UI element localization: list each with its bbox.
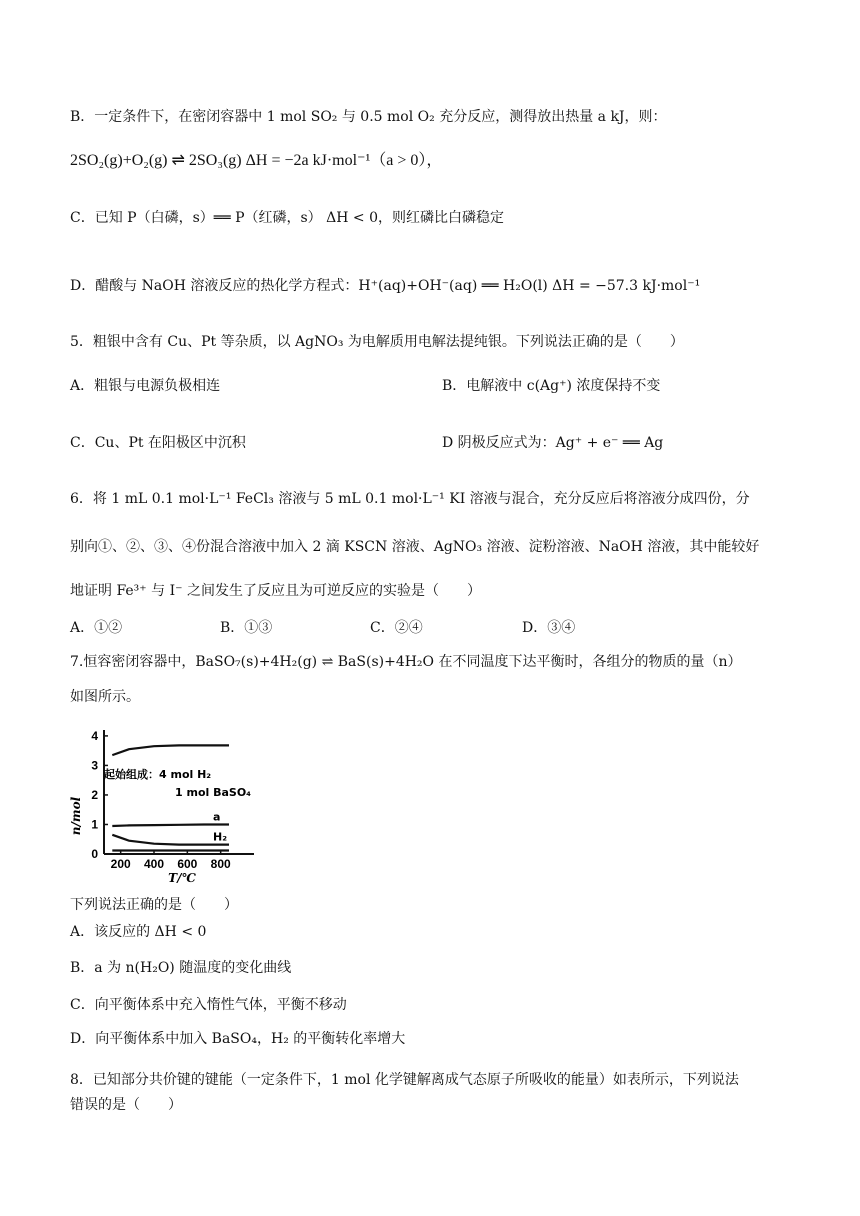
q8-stem-line2: 错误的是（ ） <box>70 1097 182 1113</box>
q5-option-b: B．电解液中 c(Ag⁺) 浓度保持不变 <box>442 378 661 394</box>
q8-stem-line1: 8．已知部分共价键的键能（一定条件下，1 mol 化学键解离成气态原子所吸收的能量）如表所示，下列说法 <box>70 1072 739 1088</box>
q5-option-a: A．粗银与电源负极相连 <box>70 378 221 394</box>
q5-option-c: C．Cu、Pt 在阳极区中沉积 <box>70 435 246 451</box>
q7-option-c: C．向平衡体系中充入惰性气体，平衡不移动 <box>70 997 347 1013</box>
q6-stem-line1: 6．将 1 mL 0.1 mol·L⁻¹ FeCl₃ 溶液与 5 mL 0.1 mol·L⁻¹ KI 溶液与混合，充分反应后将溶液分成四份，分 <box>70 491 750 507</box>
chart-y-tick-label: 0 <box>91 847 98 861</box>
chart-x-tick-label: 200 <box>110 857 131 871</box>
q7-option-d: D．向平衡体系中加入 BaSO₄，H₂ 的平衡转化率增大 <box>70 1031 406 1047</box>
chart-series-label: H₂ <box>213 830 228 844</box>
q5-options-row2 <box>70 432 820 454</box>
chart-x-tick-label: 600 <box>177 857 198 871</box>
q6-option-b: B．①③ <box>220 620 273 636</box>
chart-annotation-line2: 1 mol BaSO₄ <box>175 786 252 799</box>
chart-y-axis-label: n/mol <box>69 796 83 836</box>
chart-y-ticks <box>91 729 108 861</box>
chart-series-line <box>112 745 229 755</box>
chart-annotation-title: 起始组成：4 mol H₂ <box>104 768 212 781</box>
chart-x-axis-label: T/℃ <box>168 871 196 885</box>
chart-y-tick-label: 3 <box>91 758 98 773</box>
q7-option-b: B．a 为 n(H₂O) 随温度的变化曲线 <box>70 960 292 976</box>
chart-series-label: a <box>213 810 221 824</box>
q6-option-c: C．②④ <box>370 620 423 636</box>
q7-stem-line2: 如图所示。 <box>70 689 140 705</box>
chart-y-tick-label: 4 <box>91 728 98 743</box>
q5-stem: 5．粗银中含有 Cu、Pt 等杂质，以 AgNO₃ 为电解质用电解法提纯银。下列说法正确的是（ ） <box>70 334 684 350</box>
q7-option-a: A．该反应的 ΔH < 0 <box>70 924 207 940</box>
chart-series-labels <box>213 810 227 843</box>
q4-option-b-line1: B．一定条件下，在密闭容器中 1 mol SO₂ 与 0.5 mol O₂ 充分反应，测得放出热量 a kJ，则： <box>70 109 667 125</box>
chart-x-tick-label: 400 <box>143 857 165 871</box>
chart-x-tick-label: 800 <box>210 857 231 871</box>
q5-option-d: D 阴极反应式为：Ag⁺ + e⁻ ══ Ag <box>442 435 664 451</box>
q7-question: 下列说法正确的是（ ） <box>70 897 238 913</box>
q5-options-row1 <box>70 375 820 397</box>
chart-y-tick-label: 2 <box>91 787 98 802</box>
q6-stem-line2: 别向①、②、③、④份混合溶液中加入 2 滴 KSCN 溶液、AgNO₃ 溶液、淀粉溶液、NaOH 溶液，其中能较好 <box>70 539 760 555</box>
q4-option-b-equation: 2SO₂(g)+O₂(g) ⇌ 2SO₃(g) ΔH = −2a kJ·mol⁻¹（a > 0）， <box>70 152 443 169</box>
q6-option-d: D．③④ <box>522 620 576 636</box>
q4-option-c: C．已知 P（白磷，s）══ P（红磷，s） ΔH < 0，则红磷比白磷稳定 <box>70 210 504 226</box>
q6-option-a: A．①② <box>70 620 123 636</box>
q7-stem-line1: 7.恒容密闭容器中，BaSO₇(s)+4H₂(g) ⇌ BaS(s)+4H₂O 在不同温度下达平衡时，各组分的物质的量（n） <box>70 654 742 670</box>
q6-stem-line3: 地证明 Fe³⁺ 与 I⁻ 之间发生了反应且为可逆反应的实验是（ ） <box>70 583 481 599</box>
q4-option-d: D．醋酸与 NaOH 溶液反应的热化学方程式：H⁺(aq)+OH⁻(aq) ══ H₂O(l) ΔH = −57.3 kJ·mol⁻¹ <box>70 278 701 294</box>
chart-y-tick-label: 1 <box>91 817 98 832</box>
chart-series-line <box>112 825 229 827</box>
chart-series-line <box>112 835 229 845</box>
q7-equilibrium-chart <box>64 716 264 886</box>
